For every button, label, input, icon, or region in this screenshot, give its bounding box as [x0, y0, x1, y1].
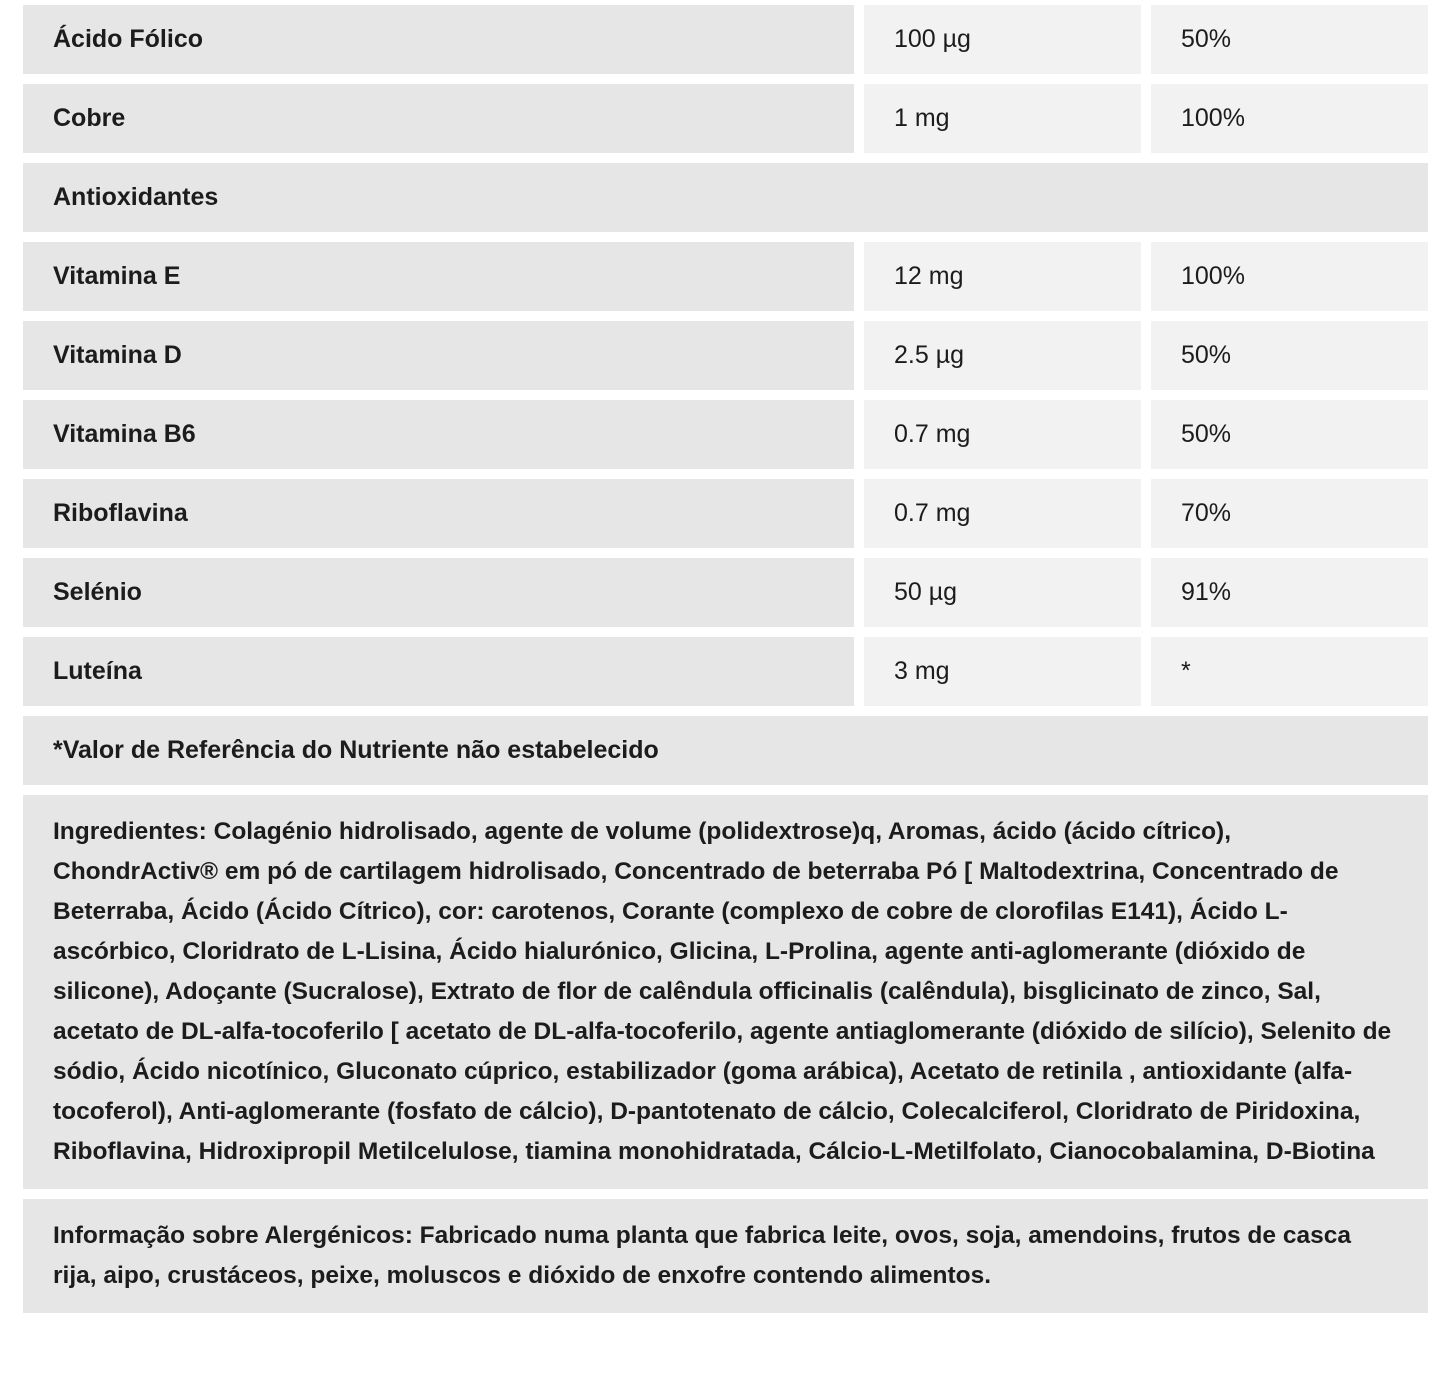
nutrient-percent: * — [1151, 637, 1428, 706]
nutrient-name: Vitamina B6 — [23, 400, 854, 469]
table-row — [23, 242, 1428, 311]
ingredients-text: Ingredientes: Colagénio hidrolisado, agente de volume (polidextrose)q, Aromas, ácido (ácido cítrico), ChondrActiv® em pó de cartilagem hidrolisado, Concentrado de beterraba Pó [ Maltodextrina, Concentrado de Beterraba, Ácido (Ácido Cítrico), cor: carotenos, Corante (complexo de cobre de clorofilas E141), Ácido L-ascórbico, Cloridrato de L-Lisina, Ácido hialurónico, Glicina, L-Prolina, agente anti-aglomerante (dióxido de silicone), Adoçante (Sucralose), Extrato de flor de calêndula officinalis (calêndula), bisglicinato de zinco, Sal, acetato de DL-alfa-tocoferilo [ acetato de DL-alfa-tocoferilo, agente antiaglomerante (dióxido de silício), Selenito de sódio, Ácido nicotínico, Gluconato cúprico, estabilizador (goma arábica), Acetato de retinila , antioxidante (alfa-tocoferol), Anti-aglomerante (fosfato de cálcio), D-pantotenato de cálcio, Colecalciferol, Cloridrato de Piridoxina, Riboflavina, Hidroxipropil Metilcelulose, tiamina monohidratada, Cálcio-L-Metilfolato, Cianocobalamina, D-Biotina — [23, 795, 1428, 1189]
nutrient-name: Vitamina D — [23, 321, 854, 390]
table-row — [23, 479, 1428, 548]
nutrient-amount: 3 mg — [864, 637, 1141, 706]
nutrient-amount: 0.7 mg — [864, 400, 1141, 469]
section-row — [23, 163, 1428, 232]
nutrient-percent: 91% — [1151, 558, 1428, 627]
footnote-row — [23, 716, 1428, 785]
nutrient-percent: 50% — [1151, 400, 1428, 469]
footnote: *Valor de Referência do Nutriente não estabelecido — [23, 716, 1428, 785]
nutrient-name: Luteína — [23, 637, 854, 706]
nutrient-percent: 100% — [1151, 84, 1428, 153]
nutrient-name: Riboflavina — [23, 479, 854, 548]
table-row — [23, 400, 1428, 469]
nutrient-percent: 100% — [1151, 242, 1428, 311]
nutrient-amount: 1 mg — [864, 84, 1141, 153]
table-row — [23, 637, 1428, 706]
table-row — [23, 321, 1428, 390]
nutrient-amount: 50 µg — [864, 558, 1141, 627]
nutrient-amount: 12 mg — [864, 242, 1141, 311]
nutrient-percent: 50% — [1151, 321, 1428, 390]
section-heading: Antioxidantes — [23, 163, 1428, 232]
table-row — [23, 84, 1428, 153]
table-row — [23, 558, 1428, 627]
nutrient-name: Ácido Fólico — [23, 5, 854, 74]
nutrient-amount: 2.5 µg — [864, 321, 1141, 390]
nutrient-amount: 0.7 mg — [864, 479, 1141, 548]
nutrient-name: Selénio — [23, 558, 854, 627]
nutrient-name: Vitamina E — [23, 242, 854, 311]
nutrition-table — [23, 5, 1428, 1323]
table-row — [23, 5, 1428, 74]
nutrient-amount: 100 µg — [864, 5, 1141, 74]
allergens-text: Informação sobre Alergénicos: Fabricado numa planta que fabrica leite, ovos, soja, amendoins, frutos de casca rija, aipo, crustáceos, peixe, moluscos e dióxido de enxofre contendo alimentos. — [23, 1199, 1428, 1313]
nutrient-name: Cobre — [23, 84, 854, 153]
nutrient-percent: 50% — [1151, 5, 1428, 74]
nutrient-percent: 70% — [1151, 479, 1428, 548]
